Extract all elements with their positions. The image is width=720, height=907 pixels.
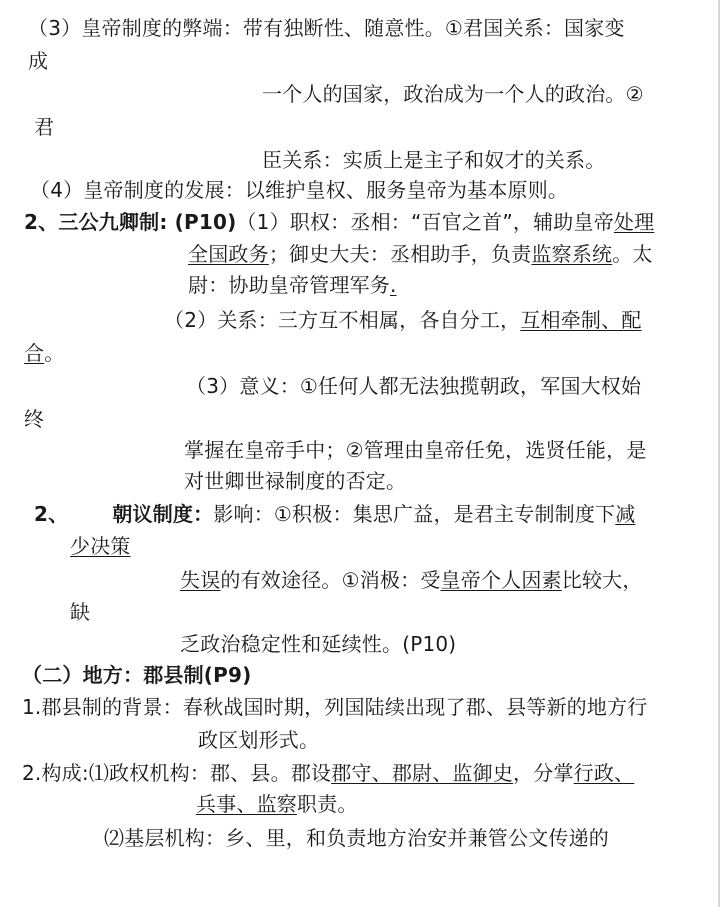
text-line bbox=[164, 306, 642, 334]
text-line bbox=[22, 759, 634, 787]
text-segment: 的有效途径。①消极：受 bbox=[220, 568, 441, 592]
underlined-text: 合 bbox=[24, 341, 45, 365]
underlined-text: 全国政务 bbox=[188, 242, 269, 266]
text-segment: 臣关系：实质上是主子和奴才的关系。 bbox=[262, 148, 606, 172]
underlined-text: 兵事、监察 bbox=[196, 792, 297, 816]
text-segment: 尉：协助皇帝管理军务 bbox=[188, 273, 390, 297]
text-line bbox=[24, 208, 654, 236]
text-line bbox=[24, 339, 64, 367]
bold-heading-text: （二）地方：郡县制(P9) bbox=[22, 663, 252, 687]
text-line bbox=[30, 176, 568, 204]
text-segment: （2）关系：三方互不相属，各自分工， bbox=[164, 308, 521, 332]
underlined-text: 皇帝个人因素 bbox=[440, 568, 562, 592]
text-line bbox=[188, 240, 653, 268]
text-line bbox=[22, 693, 647, 721]
underlined-text: 处理 bbox=[613, 210, 655, 234]
underlined-text: 失误 bbox=[180, 568, 221, 592]
text-segment: 比较大， bbox=[561, 568, 643, 592]
text-segment: 缺 bbox=[70, 600, 91, 624]
text-segment: 政区划形式。 bbox=[198, 728, 320, 752]
text-segment: （3）皇帝制度的弊端：带有独断性、随意性。①君国关系：国家变 bbox=[28, 16, 625, 40]
bold-heading-text: 2、 bbox=[34, 502, 69, 526]
text-segment: 。太 bbox=[612, 242, 653, 266]
text-line bbox=[24, 405, 44, 433]
text-line bbox=[180, 630, 456, 658]
text-segment: 。 bbox=[44, 341, 65, 365]
text-segment: 对世卿世禄制度的否定。 bbox=[184, 469, 407, 493]
text-line bbox=[70, 598, 90, 626]
underlined-text: 少决策 bbox=[70, 534, 131, 558]
underlined-text: 监察系统 bbox=[531, 242, 613, 266]
text-segment: ，分掌 bbox=[513, 761, 574, 785]
text-segment: 君 bbox=[34, 115, 55, 139]
text-segment: 终 bbox=[24, 407, 45, 431]
text-line bbox=[198, 726, 319, 754]
text-line bbox=[184, 436, 647, 464]
text-line bbox=[34, 500, 635, 528]
text-line bbox=[180, 566, 643, 594]
text-segment: 掌握在皇帝手中；②管理由皇帝任免，选贤任能，是 bbox=[184, 438, 647, 462]
text-segment: 1.郡县制的背景：春秋战国时期，列国陆续出现了郡、县等新的地方行 bbox=[22, 695, 648, 719]
bold-heading-text: 2、三公九卿制: (P10) bbox=[24, 210, 237, 234]
underlined-text: 行政、 bbox=[573, 761, 635, 785]
text-segment: 2.构成:⑴政权机构：郡、县。郡设 bbox=[22, 761, 332, 785]
text-segment: 影响：①积极：集思广益，是君主专制制度下 bbox=[213, 502, 616, 526]
text-line bbox=[34, 113, 54, 141]
text-line bbox=[22, 661, 251, 689]
text-segment: 成 bbox=[28, 49, 49, 73]
text-line bbox=[188, 271, 397, 299]
text-segment: 职责。 bbox=[297, 792, 358, 816]
text-segment: （3）意义：①任何人都无法独揽朝政，军国大权始 bbox=[186, 374, 642, 398]
text-segment: （1）职权：丞相：“百官之首”，辅助皇帝 bbox=[236, 210, 614, 234]
text-line bbox=[196, 790, 358, 818]
text-line bbox=[104, 824, 609, 852]
text-segment: 乏政治稳定性和延续性。(P10) bbox=[180, 632, 457, 656]
text-line bbox=[186, 372, 641, 400]
text-segment: ；御史大夫：丞相助手，负责 bbox=[268, 242, 532, 266]
text-line bbox=[28, 47, 48, 75]
underlined-text: . bbox=[390, 273, 397, 297]
text-line bbox=[262, 80, 644, 108]
text-segment: ⑵基层机构：乡、里，和负责地方治安并兼管公文传递的 bbox=[104, 826, 609, 850]
bold-heading-text: 朝议制度： bbox=[112, 502, 214, 526]
text-segment: （4）皇帝制度的发展：以维护皇权、服务皇帝为基本原则。 bbox=[30, 178, 569, 202]
text-line bbox=[28, 14, 625, 42]
underlined-text: 郡守、郡尉、监御史 bbox=[331, 761, 514, 785]
underlined-text: 互相牵制、配 bbox=[520, 308, 642, 332]
text-line bbox=[70, 532, 131, 560]
text-line bbox=[184, 467, 406, 495]
text-line bbox=[262, 146, 605, 174]
underlined-text: 减 bbox=[615, 502, 636, 526]
text-segment: 一个人的国家，政治成为一个人的政治。② bbox=[262, 82, 644, 106]
